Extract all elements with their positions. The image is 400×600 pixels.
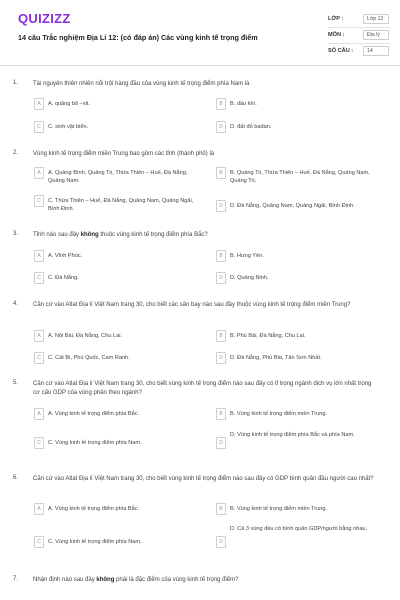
option-letter-box: B: [216, 167, 226, 179]
option-text: B. dầu khí.: [230, 101, 257, 107]
question-text: Tài nguyên thiên nhiên nổi trội hàng đầu của vùng kinh tế trọng điểm phía Nam là: [33, 81, 250, 87]
meta-value: 14: [363, 46, 389, 56]
option-letter-box: C: [34, 272, 44, 284]
page-title: 14 câu Trắc nghiệm Địa Lí 12: (có đáp án) Các vùng kinh tế trọng điểm: [18, 33, 258, 42]
option-letter-box: B: [216, 408, 226, 420]
question-number: 1.: [13, 80, 19, 86]
option-text: D. Đà Nẵng, Phú Bài, Tân Sơn Nhất.: [230, 355, 322, 361]
option-letter-box: D: [216, 200, 226, 212]
option-letter-box: C: [34, 352, 44, 364]
option-letter-box: B: [216, 503, 226, 515]
quizizz-logo[interactable]: QUIZIZZ: [18, 11, 71, 26]
option-text: A. Nội Bài, Đà Nẵng, Chu Lai.: [48, 333, 122, 339]
option-letter-box: D: [216, 272, 226, 284]
meta-value: Địa lý: [363, 30, 389, 40]
option-letter-box: D: [216, 352, 226, 364]
question-text: Tỉnh nào sau đây không thuộc vùng kinh tế trọng điểm phía Bắc?: [33, 232, 208, 238]
option-letter-box: D: [216, 121, 226, 133]
option-text: A. Vùng kinh tế trọng điểm phía Bắc.: [48, 506, 140, 512]
question-text: Căn cứ vào Atlat Địa lí Việt Nam trang 30, cho biết vùng kinh tế trọng điểm nào sau đây có GDP bình quân đầu người cao nhất?: [33, 476, 374, 482]
option-letter-box: A: [34, 167, 44, 179]
option-text: A. quặng bô –xit.: [48, 101, 90, 107]
option-text: C. sinh vật biển.: [48, 124, 89, 130]
question-number: 7.: [13, 576, 19, 582]
option-letter-box: B: [216, 330, 226, 342]
option-text: A. Vùng kinh tế trọng điểm phía Bắc.: [48, 411, 140, 417]
option-text: B. Quảng Trị, Thừa Thiên – Huế, Đà Nẵng, Quảng Nam, Quảng Trị.: [230, 170, 370, 184]
option-text: B. Vùng kinh tế trọng điểm miền Trung.: [230, 506, 328, 512]
option-letter-box: C: [34, 536, 44, 548]
option-text: D. đất đỏ badan.: [230, 124, 272, 130]
meta-label: MÔN :: [328, 32, 345, 38]
question-number: 6.: [13, 475, 19, 481]
meta-value: Lớp 12: [363, 14, 389, 24]
question-text: Nhận định nào sau đây không phải là đặc điểm của vùng kinh tế trọng điểm?: [33, 577, 239, 583]
option-text: C. Vùng kinh tế trọng điểm phía Nam.: [48, 539, 142, 545]
page-header: [0, 0, 400, 66]
option-letter-box: C: [34, 437, 44, 449]
meta-label: SỐ CÂU :: [328, 48, 354, 54]
option-text: C. Thừa Thiên – Huế, Đà Nẵng, Quảng Nam, Quảng Ngãi, Bình Định.: [48, 198, 194, 212]
option-text: C. Cát Bi, Phú Quốc, Cam Ranh.: [48, 355, 130, 361]
option-letter-box: A: [34, 330, 44, 342]
option-text: C. Đà Nẵng.: [48, 275, 79, 281]
option-letter-box: C: [34, 195, 44, 207]
option-letter-box: B: [216, 98, 226, 110]
question-number: 3.: [13, 231, 19, 237]
option-text: A. Quảng Bình, Quảng Trị, Thừa Thiên – Huế, Đà Nẵng, Quảng Nam.: [48, 170, 188, 184]
divider: [328, 27, 390, 28]
option-text: B. Hưng Yên.: [230, 253, 264, 259]
option-letter-box: D: [216, 536, 226, 548]
option-letter-box: C: [34, 121, 44, 133]
option-text: D. Cả 3 vùng đều có bình quân GDP/người bằng nhau.: [230, 526, 368, 532]
option-text: D. Đà Nẵng, Quảng Nam, Quảng Ngãi, Bình Định.: [230, 203, 355, 209]
question-text: Căn cứ vào Atlat Địa lí Việt Nam trang 30, cho biết vùng kinh tế trọng điểm nào sau đây có tỉ trọng ngành dịch vụ lớn nhất trong cơ cấu GDP của vùng phân theo ngành?: [33, 381, 372, 396]
question-number: 4.: [13, 301, 19, 307]
option-letter-box: D: [216, 437, 226, 449]
meta-label: LỚP :: [328, 16, 344, 22]
question-number: 5.: [13, 380, 19, 386]
option-text: C. Vùng kinh tế trọng điểm phía Nam.: [48, 440, 142, 446]
option-text: D. Vùng kinh tế trọng điểm phía Bắc và phía Nam.: [230, 432, 355, 438]
divider: [328, 43, 390, 44]
option-letter-box: A: [34, 250, 44, 262]
option-letter-box: A: [34, 408, 44, 420]
option-letter-box: A: [34, 98, 44, 110]
option-text: D. Quảng Ninh.: [230, 275, 269, 281]
option-letter-box: A: [34, 503, 44, 515]
question-number: 2.: [13, 150, 19, 156]
option-text: B. Phú Bài, Đà Nẵng, Chu Lai.: [230, 333, 306, 339]
option-letter-box: B: [216, 250, 226, 262]
option-text: A. Vĩnh Phúc.: [48, 253, 83, 259]
option-text: B. Vùng kinh tế trọng điểm miền Trung.: [230, 411, 328, 417]
question-text: Căn cứ vào Atlat Địa lí Việt Nam trang 30, cho biết các sân bay nào sau đây thuộc vùng kinh tế trọng điểm miền Trung?: [33, 302, 351, 308]
question-text: Vùng kinh tế trọng điểm miền Trung bao gồm các tỉnh (thành phố) là: [33, 151, 215, 157]
